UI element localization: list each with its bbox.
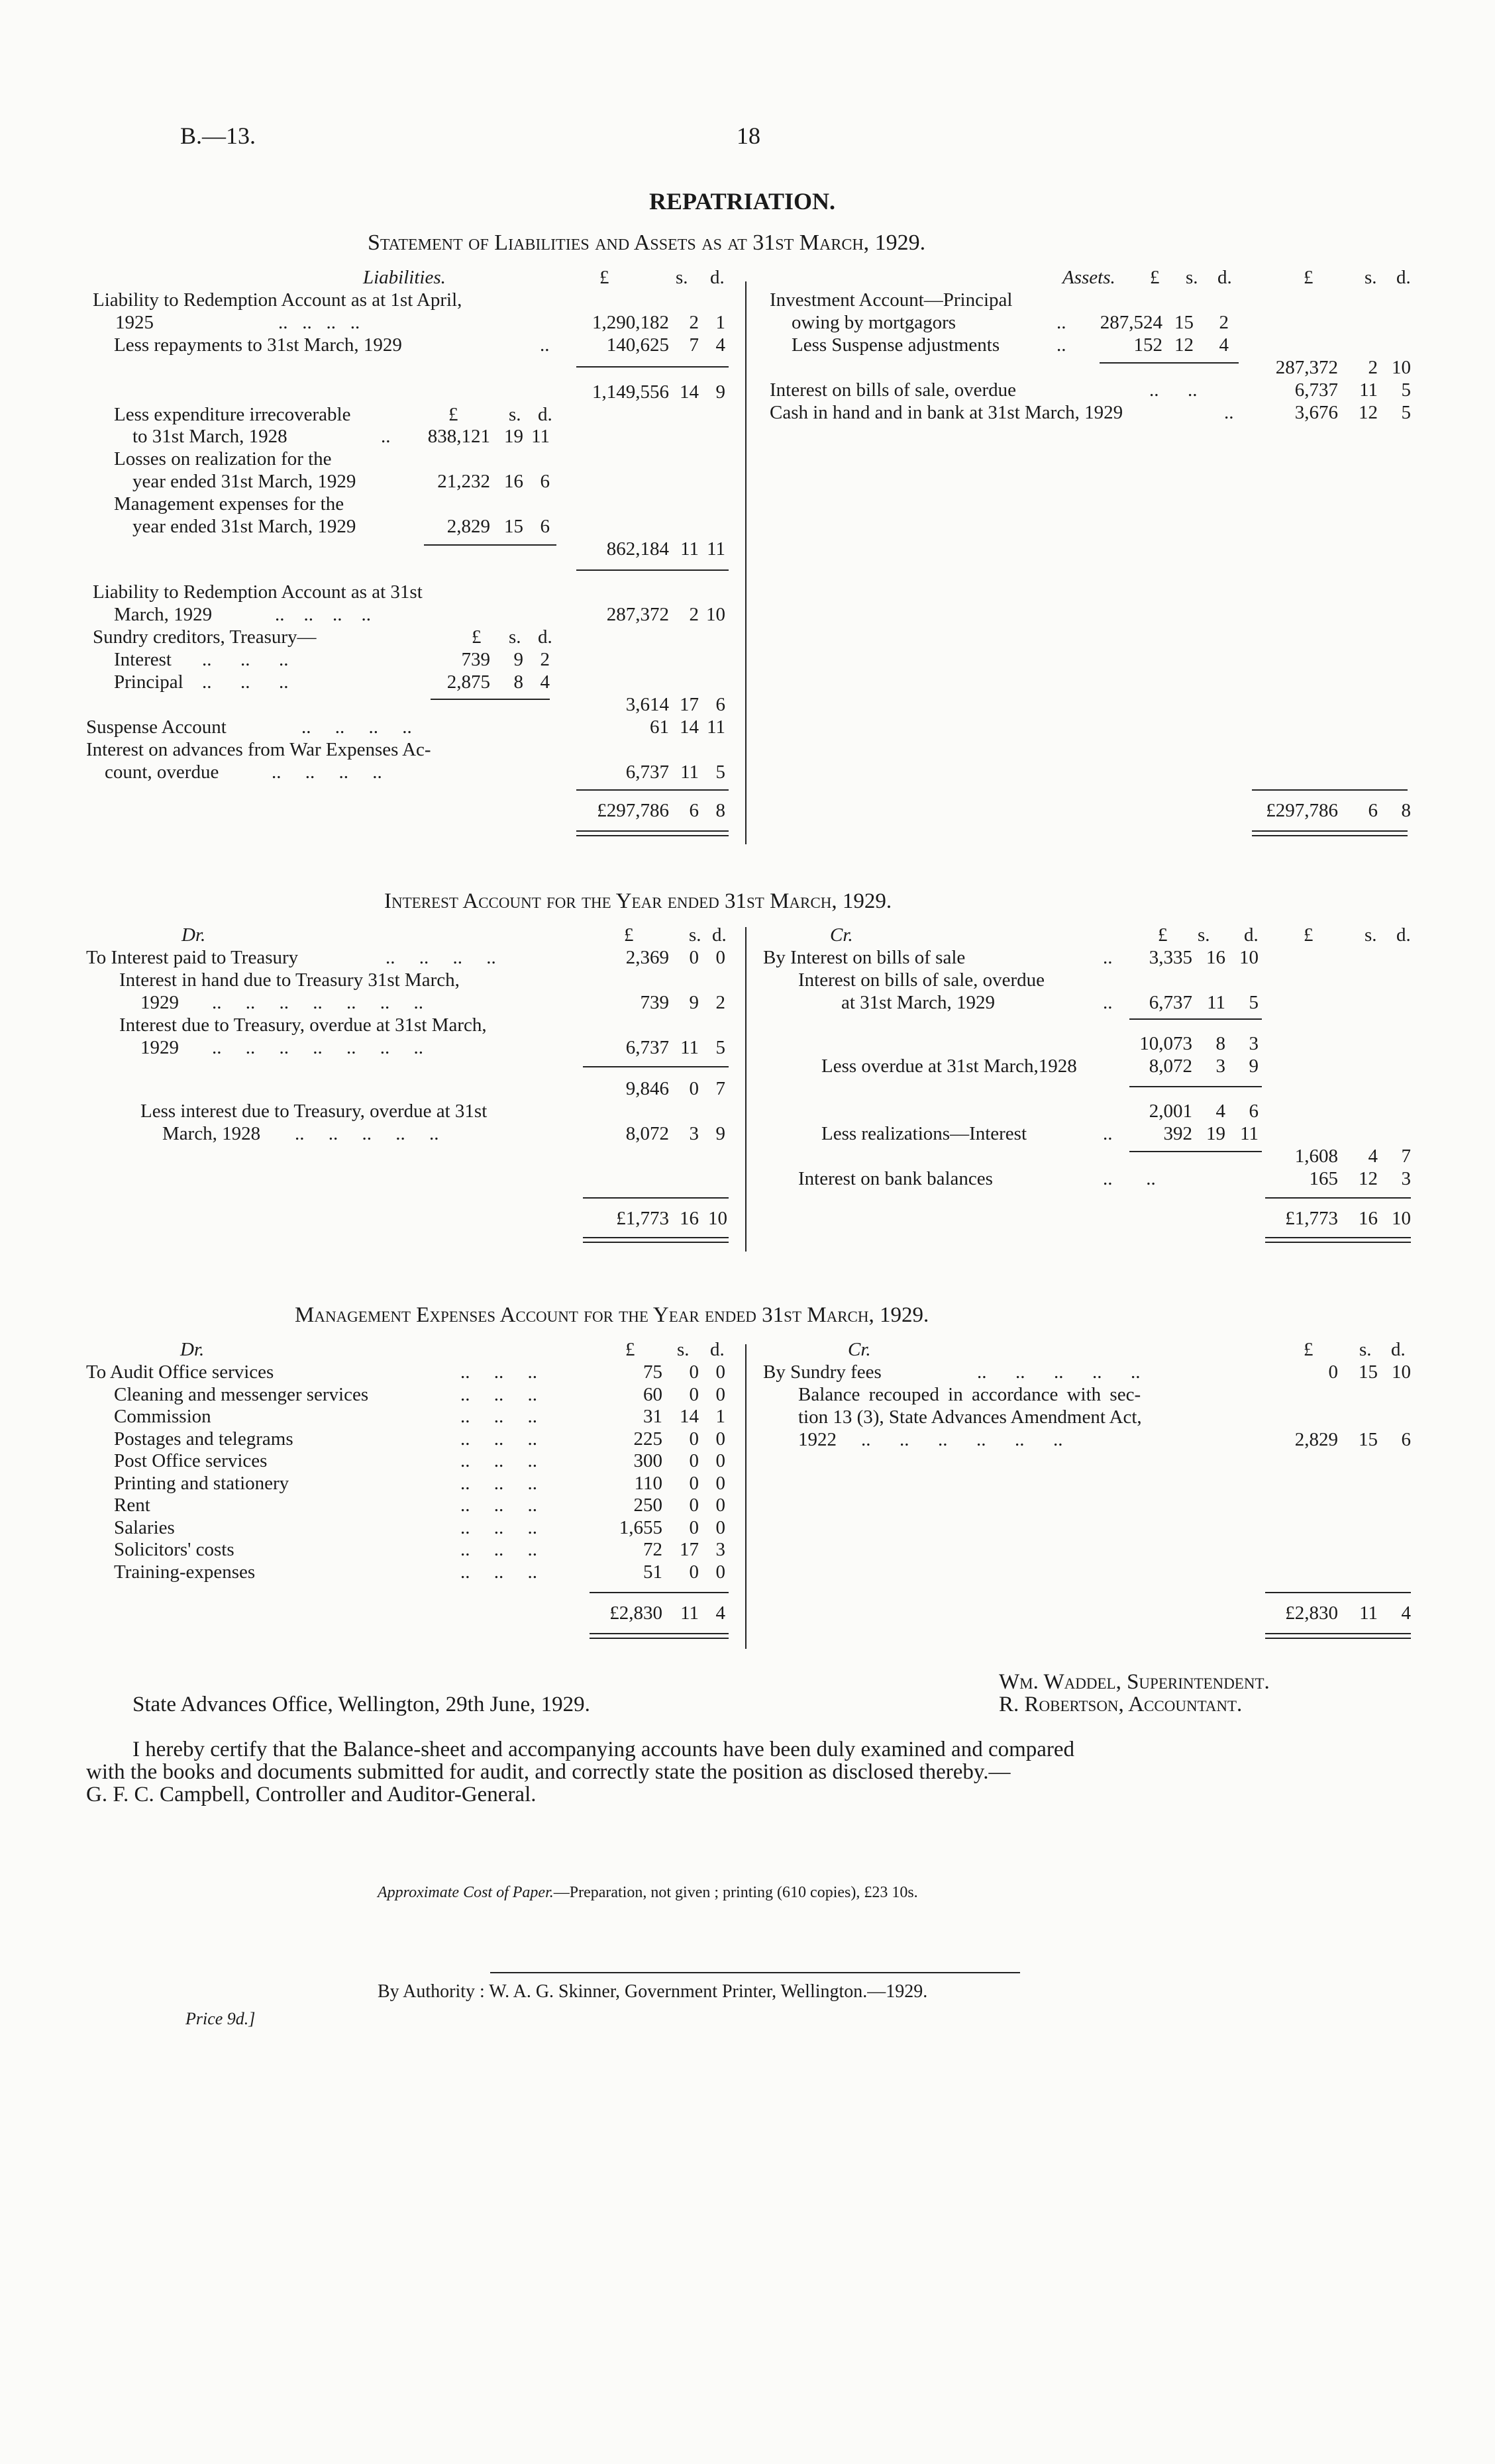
amount: 287,524 <box>1100 312 1162 333</box>
suspense-account-label: Suspense Account <box>86 716 227 738</box>
col-pounds: £ <box>1304 1339 1314 1360</box>
footer-rule <box>490 1972 1020 1973</box>
document-reference: B.—13. <box>180 123 256 149</box>
double-rule <box>590 1633 729 1634</box>
col-pounds: £ <box>1150 267 1160 288</box>
expense-shillings: 14 <box>680 1406 699 1427</box>
expense-shillings: 0 <box>689 1428 699 1450</box>
double-rule <box>583 1237 729 1238</box>
pence: 10 <box>1392 357 1411 378</box>
interest-cr-total: £1,773 <box>1285 1208 1338 1229</box>
rule <box>424 544 556 546</box>
shillings: 9 <box>513 649 523 670</box>
col-pounds: £ <box>599 267 609 288</box>
assets-total: £297,786 <box>1266 800 1338 821</box>
expense-shillings: 0 <box>689 1384 699 1405</box>
office-date: State Advances Office, Wellington, 29th June, 1929. <box>132 1693 590 1716</box>
amount: 739 <box>640 992 669 1013</box>
rule <box>431 699 550 700</box>
liabilities-total: £297,786 <box>597 800 669 821</box>
double-rule <box>1265 1242 1411 1243</box>
sub-col-pounds: £ <box>448 404 458 425</box>
pence: 11 <box>707 716 725 738</box>
amount: 2,829 <box>446 516 490 537</box>
expense-shillings: 0 <box>689 1495 699 1516</box>
shillings: 16 <box>680 1208 699 1229</box>
interest-bank-label: Interest on bank balances <box>798 1168 993 1189</box>
column-divider <box>745 927 747 1252</box>
authority-line: By Authority : W. A. G. Skinner, Government Printer, Wellington.—1929. <box>378 1981 928 2002</box>
col2-shillings: s. <box>1365 924 1377 946</box>
expense-shillings: 0 <box>689 1561 699 1583</box>
shillings: 15 <box>1359 1361 1378 1383</box>
amount: 6,737 <box>1294 379 1338 401</box>
col-shillings: s. <box>1186 267 1198 288</box>
amount: 862,184 <box>606 538 669 560</box>
pence: 6 <box>1249 1101 1259 1122</box>
interest-label: Interest <box>114 649 172 670</box>
expense-amount: 75 <box>643 1361 662 1383</box>
column-divider <box>745 281 747 844</box>
amount: 6,737 <box>625 1037 669 1058</box>
rule <box>576 569 729 571</box>
amount: 1,290,182 <box>592 312 669 333</box>
shillings: 11 <box>680 762 699 783</box>
double-rule <box>1265 1237 1411 1238</box>
expense-pence: 0 <box>715 1428 725 1450</box>
col2-pounds: £ <box>1304 924 1314 946</box>
col-shillings: s. <box>689 924 701 946</box>
less-repayments-label: Less repayments to 31st March, 1929 <box>114 334 402 356</box>
liabilities-heading: Liabilities. <box>363 267 446 288</box>
expense-label: Solicitors' costs <box>114 1539 234 1560</box>
pence: 6 <box>715 694 725 715</box>
assets-heading: Assets. <box>1062 267 1115 288</box>
col-shillings: s. <box>1359 1339 1372 1360</box>
rule <box>1265 1197 1411 1199</box>
pence: 9 <box>715 1123 725 1144</box>
amount: 6,737 <box>1149 992 1192 1013</box>
double-rule <box>1252 830 1408 832</box>
pence: 0 <box>715 947 725 968</box>
amount: 61 <box>650 716 669 738</box>
shillings: 11 <box>680 1037 699 1058</box>
pence: 4 <box>715 1602 725 1624</box>
shillings: 0 <box>689 947 699 968</box>
interest-overdue-label: Interest on bills of sale, overdue <box>798 969 1045 991</box>
shillings: 2 <box>689 312 699 333</box>
amount: 2,369 <box>625 947 669 968</box>
pence: 6 <box>540 516 550 537</box>
pence: 11 <box>707 538 725 560</box>
losses-label-2: year ended 31st March, 1929 <box>132 471 356 492</box>
liability-redemption-label: Liability to Redemption Account as at 1st April, <box>93 289 462 311</box>
dr-heading: Dr. <box>180 1339 205 1360</box>
amount: 6,737 <box>625 762 669 783</box>
rule <box>1100 362 1239 364</box>
rule <box>1129 1018 1262 1020</box>
double-rule <box>1252 835 1408 836</box>
sub-col-pence: d. <box>538 404 552 425</box>
less-interest-label: Less interest due to Treasury, overdue at 31st <box>140 1101 488 1122</box>
amount: 287,372 <box>1275 357 1338 378</box>
shillings: 0 <box>689 1078 699 1099</box>
less-expenditure-label-2: to 31st March, 1928 <box>132 426 287 447</box>
less-interest-label-2: March, 1928 <box>162 1123 261 1144</box>
interest-in-hand-label-2: 1929 <box>140 992 179 1013</box>
pence: 10 <box>1392 1361 1411 1383</box>
amount: 3,676 <box>1294 402 1338 423</box>
pence: 1 <box>715 312 725 333</box>
shillings: 19 <box>504 426 523 447</box>
shillings: 12 <box>1359 402 1378 423</box>
pence: 5 <box>1401 379 1411 401</box>
less-suspense-label: Less Suspense adjustments <box>792 334 1000 356</box>
sundry-fees-label: By Sundry fees <box>763 1361 882 1383</box>
amount: 8,072 <box>625 1123 669 1144</box>
shillings: 11 <box>1359 379 1378 401</box>
liability-redemption-end-label-2: March, 1929 <box>114 604 213 625</box>
investment-account-label: Investment Account—Principal <box>770 289 1013 311</box>
col-pounds: £ <box>1158 924 1168 946</box>
pence: 4 <box>540 671 550 693</box>
balance-recouped-label-2: tion 13 (3), State Advances Amendment Act, <box>798 1406 1142 1428</box>
interest-in-hand-label: Interest in hand due to Treasury 31st March, <box>119 969 460 991</box>
expense-amount: 51 <box>643 1561 662 1583</box>
amount: 1,608 <box>1294 1146 1338 1167</box>
shillings: 9 <box>689 992 699 1013</box>
expense-amount: 110 <box>634 1473 662 1494</box>
losses-label: Losses on realization for the <box>114 448 332 469</box>
cr-heading: Cr. <box>848 1339 871 1360</box>
col2-pence: d. <box>1396 267 1411 288</box>
shillings: 14 <box>680 716 699 738</box>
accountant-signature: R. Robertson, Accountant. <box>999 1693 1243 1716</box>
pence: 4 <box>1401 1602 1411 1624</box>
expense-amount: 300 <box>633 1450 662 1471</box>
expense-shillings: 0 <box>689 1517 699 1538</box>
amount: 10,073 <box>1139 1033 1192 1054</box>
expense-amount: 31 <box>643 1406 662 1427</box>
expense-pence: 0 <box>715 1450 725 1471</box>
balance-sheet-title: Statement of Liabilities and Assets as at 31st March, 1929. <box>368 230 926 255</box>
cost-label: Approximate Cost of Paper. <box>378 1884 554 1901</box>
pence: 5 <box>1249 992 1259 1013</box>
interest-overdue-label-2: at 31st March, 1929 <box>841 992 995 1013</box>
shillings: 12 <box>1359 1168 1378 1189</box>
price: Price 9d.] <box>185 2009 256 2028</box>
expense-pence: 1 <box>715 1406 725 1427</box>
expense-shillings: 0 <box>689 1473 699 1494</box>
shillings: 2 <box>689 604 699 625</box>
pence: 2 <box>540 649 550 670</box>
expense-label: Rent <box>114 1495 150 1516</box>
amount: 0 <box>1328 1361 1338 1383</box>
shillings: 16 <box>1359 1208 1378 1229</box>
shillings: 3 <box>1215 1056 1225 1077</box>
pence: 4 <box>715 334 725 356</box>
shillings: 17 <box>680 694 699 715</box>
col-pence: d. <box>1391 1339 1406 1360</box>
shillings: 4 <box>1215 1101 1225 1122</box>
expense-pence: 0 <box>715 1473 725 1494</box>
rule <box>583 1197 729 1199</box>
cash-in-hand-label: Cash in hand and in bank at 31st March, 1929 <box>770 402 1123 423</box>
pence: 6 <box>540 471 550 492</box>
less-expenditure-label: Less expenditure irrecoverable <box>114 404 351 425</box>
shillings: 15 <box>1174 312 1194 333</box>
col2-pence: d. <box>1396 924 1411 946</box>
investment-account-label-2: owing by mortgagors <box>792 312 956 333</box>
expense-label: Post Office services <box>114 1450 268 1471</box>
shillings: 11 <box>1359 1602 1378 1624</box>
amount: 2,829 <box>1294 1429 1338 1450</box>
expense-amount: 60 <box>643 1384 662 1405</box>
col-pence: d. <box>1217 267 1232 288</box>
shillings: 11 <box>1207 992 1225 1013</box>
double-rule <box>1265 1638 1411 1639</box>
management-dr-total: £2,830 <box>609 1602 662 1624</box>
shillings: 16 <box>1206 947 1225 968</box>
expense-label: Salaries <box>114 1517 175 1538</box>
amount: 739 <box>461 649 490 670</box>
rule <box>576 366 729 368</box>
less-overdue-label: Less overdue at 31st March,1928 <box>821 1056 1077 1077</box>
rule <box>583 1066 729 1067</box>
management-label: Management expenses for the <box>114 493 344 515</box>
interest-on-advances-label-2: count, overdue <box>105 762 219 783</box>
col2-shillings: s. <box>1365 267 1377 288</box>
pence: 11 <box>1240 1123 1259 1144</box>
expense-pence: 0 <box>715 1517 725 1538</box>
shillings: 11 <box>680 1602 699 1624</box>
pence: 10 <box>708 1208 727 1229</box>
shillings: 15 <box>504 516 523 537</box>
pence: 9 <box>1249 1056 1259 1077</box>
pence: 5 <box>1401 402 1411 423</box>
certification-line-1: I hereby certify that the Balance-sheet and accompanying accounts have been duly examined and compared <box>132 1738 1075 1761</box>
pence: 5 <box>715 1037 725 1058</box>
rule <box>1265 1592 1411 1593</box>
expense-pence: 0 <box>715 1384 725 1405</box>
amount: 392 <box>1163 1123 1192 1144</box>
less-realizations-label: Less realizations—Interest <box>821 1123 1027 1144</box>
shillings: 11 <box>680 538 699 560</box>
expense-shillings: 17 <box>680 1539 699 1560</box>
expense-pence: 0 <box>715 1561 725 1583</box>
shillings: 19 <box>1206 1123 1225 1144</box>
pence: 7 <box>715 1078 725 1099</box>
sub-col-pence: d. <box>538 626 552 648</box>
balance-recouped-label-3: 1922 <box>798 1429 837 1450</box>
shillings: 8 <box>513 671 523 693</box>
amount: 1,149,556 <box>592 381 669 403</box>
rule <box>1129 1151 1262 1152</box>
shillings: 16 <box>504 471 523 492</box>
col-shillings: s. <box>1198 924 1210 946</box>
interest-bills-label: Interest on bills of sale, overdue <box>770 379 1017 401</box>
management-account-title: Management Expenses Account for the Year ended 31st March, 1929. <box>295 1303 929 1327</box>
pence: 7 <box>1401 1146 1411 1167</box>
amount: 8,072 <box>1149 1056 1192 1077</box>
amount: 9,846 <box>625 1078 669 1099</box>
amount: 3,614 <box>625 694 669 715</box>
col-pence: d. <box>710 267 725 288</box>
shillings: 2 <box>1368 357 1378 378</box>
double-rule <box>576 830 729 832</box>
page-number: 18 <box>737 123 760 149</box>
expense-shillings: 0 <box>689 1361 699 1383</box>
amount: 3,335 <box>1149 947 1192 968</box>
interest-dr-total: £1,773 <box>616 1208 669 1229</box>
expense-amount: 225 <box>633 1428 662 1450</box>
dr-heading: Dr. <box>181 924 206 946</box>
expense-label: Cleaning and messenger services <box>114 1384 369 1405</box>
sundry-creditors-label: Sundry creditors, Treasury— <box>93 626 317 648</box>
principal-label: Principal <box>114 671 183 693</box>
sub-col-shillings: s. <box>509 626 521 648</box>
expense-pence: 0 <box>715 1361 725 1383</box>
expense-shillings: 0 <box>689 1450 699 1471</box>
expense-label: Printing and stationery <box>114 1473 289 1494</box>
amount: 165 <box>1309 1168 1338 1189</box>
expense-label: Commission <box>114 1406 211 1427</box>
shillings: 8 <box>1215 1033 1225 1054</box>
pence: 9 <box>715 381 725 403</box>
col-shillings: s. <box>676 267 688 288</box>
pence: 10 <box>1392 1208 1411 1229</box>
column-divider <box>745 1344 747 1649</box>
interest-due-label: Interest due to Treasury, overdue at 31st March, <box>119 1014 487 1036</box>
expense-amount: 250 <box>633 1495 662 1516</box>
amount: 140,625 <box>606 334 669 356</box>
col-shillings: s. <box>677 1339 690 1360</box>
expense-label: Training-expenses <box>114 1561 256 1583</box>
management-label-2: year ended 31st March, 1929 <box>132 516 356 537</box>
pence: 6 <box>1401 1429 1411 1450</box>
balance-recouped-label: Balance recouped in accordance with sec- <box>798 1384 1141 1405</box>
shillings: 4 <box>1368 1146 1378 1167</box>
liability-redemption-end-label: Liability to Redemption Account as at 31st <box>93 581 423 603</box>
interest-account-title: Interest Account for the Year ended 31st March, 1929. <box>384 889 892 913</box>
rule <box>590 1592 729 1593</box>
pence: 4 <box>1219 334 1229 356</box>
liability-redemption-year: 1925 <box>115 312 154 333</box>
rule <box>1252 789 1408 791</box>
pence: 10 <box>706 604 725 625</box>
pence: 2 <box>1219 312 1229 333</box>
col-pence: d. <box>710 1339 725 1360</box>
shillings: 6 <box>1368 800 1378 821</box>
col-pence: d. <box>712 924 727 946</box>
amount: 152 <box>1133 334 1162 356</box>
amount: 21,232 <box>437 471 490 492</box>
cr-heading: Cr. <box>830 924 853 946</box>
expense-label: Postages and telegrams <box>114 1428 293 1450</box>
amount: 2,001 <box>1149 1101 1192 1122</box>
shillings: 12 <box>1174 334 1194 356</box>
pence: 10 <box>1239 947 1259 968</box>
shillings: 14 <box>680 381 699 403</box>
pence: 11 <box>531 426 550 447</box>
interest-due-label-2: 1929 <box>140 1037 179 1058</box>
double-rule <box>576 835 729 836</box>
interest-on-advances-label: Interest on advances from War Expenses Ac- <box>86 739 431 760</box>
expense-pence: 3 <box>715 1539 725 1560</box>
double-rule <box>1265 1633 1411 1634</box>
interest-bills-sale-label: By Interest on bills of sale <box>763 947 966 968</box>
rule <box>1129 1086 1262 1087</box>
shillings: 7 <box>689 334 699 356</box>
shillings: 6 <box>689 800 699 821</box>
pence: 2 <box>715 992 725 1013</box>
certification-line-2: with the books and documents submitted for audit, and correctly state the position as disclosed thereby.— <box>86 1760 1011 1784</box>
certification-line-3: G. F. C. Campbell, Controller and Auditor-General. <box>86 1783 537 1806</box>
cost-text: —Preparation, not given ; printing (610 copies), £23 10s. <box>553 1884 918 1901</box>
shillings: 15 <box>1359 1429 1378 1450</box>
rule <box>576 789 729 791</box>
pence: 8 <box>715 800 725 821</box>
double-rule <box>583 1242 729 1243</box>
col2-pounds: £ <box>1304 267 1314 288</box>
col-pence: d. <box>1244 924 1259 946</box>
amount: 2,875 <box>446 671 490 693</box>
sub-col-shillings: s. <box>509 404 521 425</box>
page-title: REPATRIATION. <box>649 188 836 215</box>
pence: 3 <box>1249 1033 1259 1054</box>
expense-pence: 0 <box>715 1495 725 1516</box>
amount: 287,372 <box>606 604 669 625</box>
interest-paid-label: To Interest paid to Treasury <box>86 947 299 968</box>
expense-amount: 72 <box>643 1539 662 1560</box>
double-rule <box>590 1638 729 1639</box>
sub-col-pounds: £ <box>472 626 482 648</box>
col-pounds: £ <box>625 1339 635 1360</box>
pence: 8 <box>1401 800 1411 821</box>
pence: 3 <box>1401 1168 1411 1189</box>
col-pounds: £ <box>624 924 634 946</box>
amount: 838,121 <box>427 426 490 447</box>
shillings: 3 <box>689 1123 699 1144</box>
expense-amount: 1,655 <box>619 1517 662 1538</box>
management-cr-total: £2,830 <box>1285 1602 1338 1624</box>
superintendent-signature: Wm. Waddel, Superintendent. <box>999 1670 1270 1694</box>
pence: 5 <box>715 762 725 783</box>
expense-label: To Audit Office services <box>86 1361 274 1383</box>
